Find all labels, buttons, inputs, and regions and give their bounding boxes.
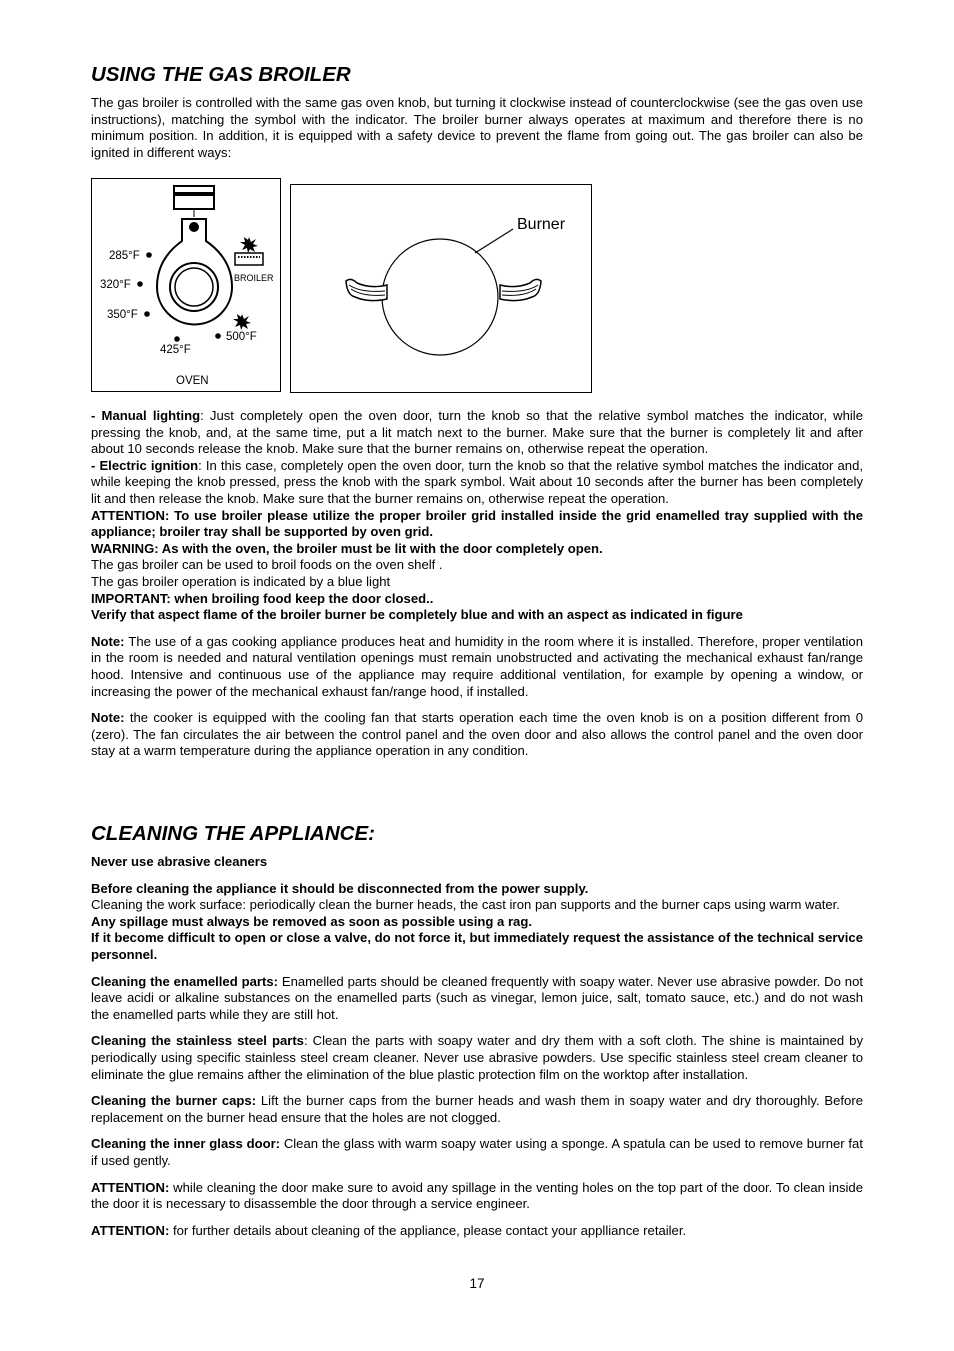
- attention-door-text: while cleaning the door make sure to avoid any spillage in the venting holes on the top part of the door. To clean inside the door it is necessary to disassemble the door through a service engineer.: [91, 1179, 863, 1212]
- burner-circle: [382, 239, 498, 355]
- verify-flame: Verify that aspect flame of the broiler burner be completely blue and with an aspect as indicated in figure: [91, 607, 743, 623]
- broiler-element-icon: [235, 253, 263, 265]
- label-oven: OVEN: [176, 375, 209, 387]
- label-broiler: BROILER: [234, 273, 274, 283]
- knob-drawing: [92, 179, 280, 391]
- cleaning-caps-lead: Cleaning the burner caps:: [91, 1093, 257, 1109]
- manual-lighting-lead: - Manual lighting: [91, 408, 201, 423]
- burner-diagram: [290, 184, 592, 393]
- important-door-closed: IMPORTANT: when broiling food keep the door closed..: [91, 590, 434, 606]
- indicator-stripe: [174, 192, 214, 196]
- electric-ignition-lead: - Electric ignition: [91, 457, 199, 473]
- never-abrasive: Never use abrasive cleaners: [91, 854, 268, 869]
- spillage-warning: Any spillage must always be removed as soon as possible using a rag.: [91, 913, 532, 929]
- page-number: 17: [469, 1276, 485, 1291]
- cleaning-glass: [91, 1136, 863, 1169]
- label-burner: Burner: [517, 216, 566, 233]
- knob-diagram: [91, 178, 281, 392]
- attention-broiler-grid: ATTENTION: To use broiler please utilize the proper broiler grid installed inside the grid enamelled tray supplied with the appliance; broiler tray shall be supported by oven grid.: [91, 507, 863, 540]
- note-cooling-fan-text: the cooker is equipped with the cooling fan that starts operation each time the oven knob is on a position different from 0 (zero). The fan circulates the air between the control panel and the oven door and also allows the control panel and the oven door stay at a warm temperature during the appliance operation in any condition.: [91, 710, 863, 759]
- burner-leader-line: [475, 229, 513, 253]
- label-285: 285°F: [109, 250, 140, 262]
- section-cleaning: [91, 822, 863, 1239]
- attention-retailer: [91, 1223, 863, 1240]
- label-350: 350°F: [107, 309, 138, 321]
- cleaning-stainless: [91, 1033, 863, 1083]
- knob-pointer-dot: [189, 222, 199, 232]
- cleaning-stainless-lead: Cleaning the stainless steel parts: [91, 1033, 304, 1049]
- attention-door-venting: [91, 1180, 863, 1213]
- cleaning-enamelled-lead: Cleaning the enamelled parts:: [91, 973, 278, 989]
- cleaning-caps-text: Lift the burner caps from the burner heads and wash them in soapy water and dry thoroughly. Before replacement on the burner head ensure that the holes are not clogged.: [91, 1093, 863, 1125]
- cleaning-glass-lead: Cleaning the inner glass door:: [91, 1136, 281, 1152]
- cleaning-enamelled-text: Enamelled parts should be cleaned frequently with soapy water. Never use abrasive powder. Do not leave acidi or alkaline substances on the enamelled parts (such as vinegar, lemon juice, salt, tomato sauce, etc.) and do not wash the enamelled parts while they are still hot.: [91, 973, 863, 1022]
- max-spark-icon: [233, 314, 251, 330]
- section-title-gas-broiler: USING THE GAS BROILER: [91, 63, 351, 86]
- manual-lighting-text: : Just completely open the oven door, turn the knob so that the relative symbol matches the indicator, while pressing the knob, and, at the same time, put a lit match next to the burner. Make sure that the burner is completely lit and after about 10 seconds release the knob. Make sure that the burner remains on, otherwise repeat the operation.: [91, 408, 863, 457]
- label-500: 500°F: [226, 331, 257, 343]
- valve-warning: If it become difficult to open or close a valve, do not force it, but immediately request the assistance of the technical service personnel.: [91, 930, 863, 962]
- indicator-bar: [174, 186, 214, 209]
- note-cooling-fan-lead: Note:: [91, 710, 125, 726]
- cleaning-work-surface: Cleaning the work surface: periodically clean the burner heads, the cast iron pan supports and the burner caps using warm water.: [91, 897, 840, 913]
- note-ventilation-lead: Note:: [91, 633, 125, 649]
- intro-paragraph: The gas broiler is controlled with the same gas oven knob, but turning it clockwise instead of counterclockwise (see the gas oven use instructions), matching the symbol with the indicator. The broiler burner always operates at maximum and therefore there is no minimum position. In addition, it is equipped with a safety device to prevent the flame from going out. The gas broiler can also be ignited in different ways:: [91, 95, 863, 160]
- cleaning-stainless-text: : Clean the parts with soapy water and dry them with a soft cloth. The shine is maintained by periodically using specific stainless steel cream cleaner. Never use abrasive powders. Use specific stainless steel cream cleaner to eliminate the glue remains afther the elimination of the blue plastic protection film on the worktop after installation.: [91, 1033, 864, 1082]
- section-gas-broiler: [91, 63, 863, 161]
- label-425: 425°F: [160, 344, 191, 356]
- cleaning-caps: [91, 1093, 863, 1126]
- burner-drawing: [291, 185, 591, 392]
- section-title-cleaning: CLEANING THE APPLIANCE:: [91, 822, 375, 845]
- attention-retailer-lead: ATTENTION:: [91, 1222, 170, 1238]
- broiler-instructions: [91, 408, 863, 760]
- attention-retailer-text: for further details about cleaning of the appliance, please contact your applliance retailer.: [169, 1222, 687, 1238]
- warning-door-open: WARNING: As with the oven, the broiler must be lit with the door completely open.: [91, 540, 603, 556]
- attention-door-lead: ATTENTION:: [91, 1179, 170, 1195]
- broiler-spark-icon: [240, 237, 258, 253]
- manual-lighting-paragraph: [91, 408, 863, 458]
- electric-ignition-paragraph: [91, 458, 863, 508]
- cleaning-glass-text: Clean the glass with warm soapy water using a sponge. A spatula can be used to remove burner fat if used gently.: [91, 1136, 863, 1168]
- line-blue-light: The gas broiler operation is indicated by a blue light: [91, 573, 391, 589]
- note-ventilation: [91, 634, 863, 700]
- knob-center: [175, 268, 213, 306]
- label-320: 320°F: [100, 279, 131, 291]
- cleaning-enamelled: [91, 974, 863, 1024]
- electric-ignition-text: : In this case, completely open the oven door, turn the knob so that the relative symbol matches the indicator and, while keeping the knob pressed, press the knob with the spark symbol. Wait about 10 seconds after the burner has been completely lit and then release the knob. Make sure that the burner remains on, otherwise repeat the operation.: [91, 457, 863, 506]
- line-oven-shelf: The gas broiler can be used to broil foods on the oven shelf .: [91, 557, 443, 573]
- before-cleaning: Before cleaning the appliance it should be disconnected from the power supply.: [91, 880, 589, 896]
- note-cooling-fan: [91, 710, 863, 760]
- note-ventilation-text: The use of a gas cooking appliance produces heat and humidity in the room where it is installed. Therefore, proper ventilation in the room is needed and natural ventilation openings must remain unobstructed and activating the mechanical exhaust fan/range hood. Intensive and continuous use of the appliance may require additional ventilation, for example by opening a window, or increasing the power of the mechanical exhaust fan/range hood, if installed.: [91, 633, 863, 699]
